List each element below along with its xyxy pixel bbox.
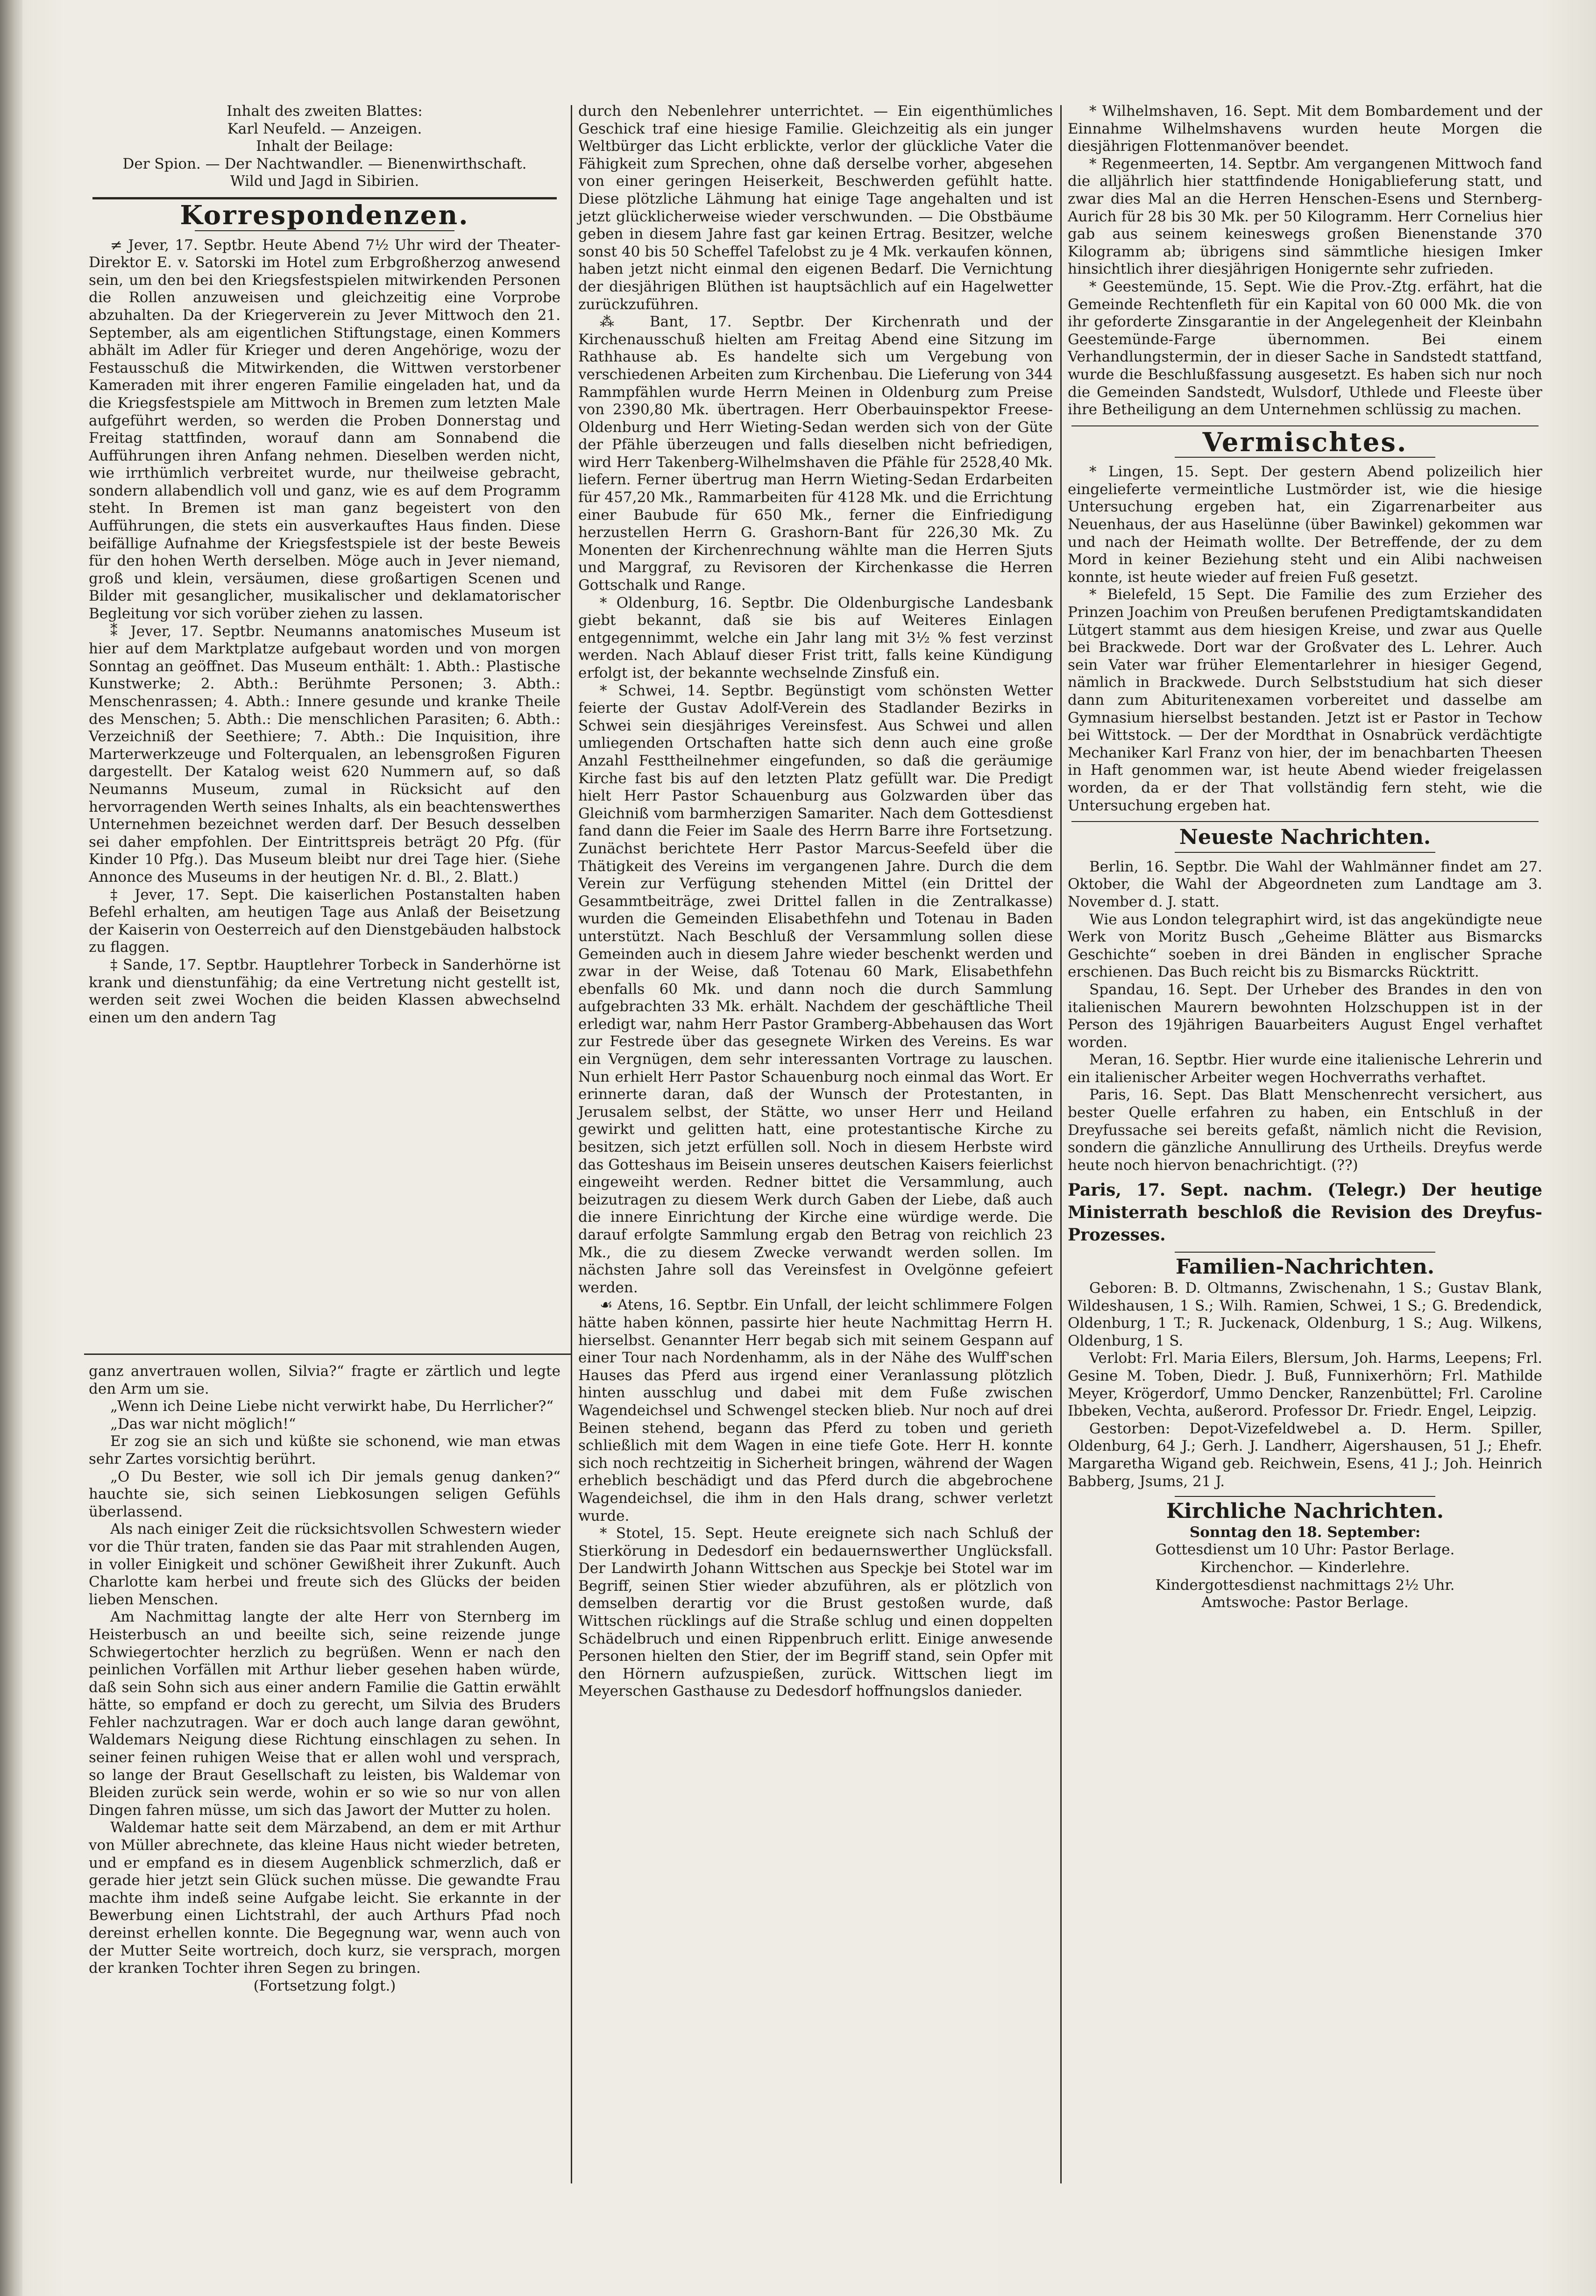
column-rule-1 (571, 105, 572, 2183)
section-rule (92, 197, 557, 199)
korrespondenzen-heading: Korrespondenzen. (180, 199, 469, 231)
section-rule (1071, 821, 1539, 822)
vermischtes-heading: Vermischtes. (1202, 426, 1408, 458)
kirchliche-heading: Kirchliche Nachrichten. (1166, 1499, 1444, 1524)
familien-heading: Familien-Nachrichten. (1175, 1255, 1435, 1279)
heading-rule (1175, 852, 1436, 853)
inhalt-line: Inhalt der Beilage: (256, 138, 393, 155)
article: ‡ Jever, 17. Sept. Die kaiserlichen Postanstalten haben Befehl erhalten, am heutigen Tage aus Anlaß der Beisetzung der Kaiserin von Oesterreich auf den Dienstgebäuden halbstock zu flaggen. (89, 886, 560, 956)
novel-paragraph: „O Du Bester, wie soll ich Dir jemals genug danken?“ hauchte sie, sich seinen Liebkosungen seligen Gefühls überlassend. (89, 1468, 560, 1520)
page-binding-edge (0, 0, 22, 2296)
inhalt-line: Karl Neufeld. — Anzeigen. (227, 120, 422, 137)
section-rule (1175, 1496, 1436, 1497)
feuilleton-rule (84, 1354, 571, 1355)
novel-paragraph: Als nach einiger Zeit die rücksichtsvollen Schwestern wieder vor die Thür traten, fanden sie das Paar mit strahlenden Augen, in voller Einigkeit und schöner Gewißheit ihrer Zukunft. Auch Charlotte kam herbei und freute sich des Glücks der beiden lieben Menschen. (89, 1521, 560, 1608)
article: ⁂ Bant, 17. Septbr. Der Kirchenrath und der Kirchenausschuß hielten am Freitag Abend eine Sitzung im Rathhause ab. Es handelte sich um Vergebung von verschiedenen Arbeiten zum Kirchenbau. Die Lieferung von 344 Rammpfählen wurde Herrn Meinen in Oldenburg zum Preise von 2390,80 Mk. übertragen. Herr Oberbauinspektor Freese-Oldenburg und Herr Wieting-Sedan werden sich von der Güte der Pfähle überzeugen und falls dieselben nicht befriedigen, wird Herr Takenberg-Wilhelmshaven die Pfähle für 2528,40 Mk. liefern. Ferner übertrug man Herrn Wieting-Sedan Erdarbeiten für 457,20 Mk., Rammarbeiten für 4128 Mk. und die Errichtung einer Baubude für 650 Mk., ferner die Einfriedigung herzustellen Herrn G. Grashorn-Bant für 226,30 Mk. Zu Monenten der Kirchenrechnung wählte man die Herren Sjuts und Marggraf, zu Revisoren der Kirchenkasse die Herren Gottschalk und Range. (578, 313, 1053, 594)
article: * Stotel, 15. Sept. Heute ereignete sich nach Schluß der Stierkörung in Dedesdorf ein bedauernswerther Unglücksfall. Der Landwirth Johann Wittschen aus Speckje bei Stotel war im Begriff, seinen Stier wieder abzuführen, als er plötzlich von demselben derartig vor die Brust gestoßen wurde, daß Wittschen rücklings auf die Straße schlug und einen doppelten Schädelbruch und einen Rippenbruch erlitt. Einige anwesende Personen hielten den Stier, der im Begriff stand, sein Opfer mit den Hörnern aufzuspießen, zurück. Wittschen liegt im Meyerschen Gasthause zu Dedesdorf hoffnungslos danieder. (578, 1525, 1053, 1700)
column-rule-2 (1060, 105, 1062, 2183)
inhalt-line: Der Spion. — Der Nachtwandler. — Bienenwirthschaft. (122, 155, 527, 172)
section-rule (1175, 1252, 1436, 1253)
inhalt-line: Wild und Jagd in Sibirien. (230, 173, 419, 190)
article: ☙ Atens, 16. Septbr. Ein Unfall, der leicht schlimmere Folgen hätte haben können, passirte hier heute Nachmittag Herrn H. hierselbst. Genannter Herr begab sich mit seinem Gespann auf einer Tour nach Nordenhamm, als in der Nähe des Wulff'schen Hauses das Pferd aus irgend einer Veranlassung plötzlich hinten ausschlug und dabei mit dem Fuße zwischen Wagendeichsel und Schwengel stecken blieb. Nur noch auf drei Beinen stehend, begann das Pferd zu toben und gerieth schließlich mit dem Wagen in eine tiefe Gote. Herr H. konnte sich noch rechtzeitig in Sicherheit bringen, während der Wagen erheblich beschädigt und das Pferd durch die abgebrochene Wagendeichsel, die ihm in den Hals drang, schwer verletzt wurde. (578, 1297, 1053, 1524)
news-item: Wie aus London telegraphirt wird, ist das angekündigte neue Werk von Moritz Busch „Geheime Blätter aus Bismarcks Geschichte“ soeben in drei Bänden in englischer Sprache erschienen. Das Buch reicht bis zu Bismarcks Rücktritt. (1068, 911, 1542, 981)
family-notice: Verlobt: Frl. Maria Eilers, Blersum, Joh. Harms, Leepens; Frl. Gesine M. Toben, Diedr. J. Buß, Funnixerhörn; Frl. Mathilde Meyer, Krögerdorf, Ummo Dencker, Ranzenbüttel; Frl. Caroline Ibbeken, Vechta, außerord. Professor Dr. Friedr. Engel, Leipzig. (1068, 1350, 1542, 1420)
column-left (89, 103, 560, 1027)
article: ≠ Jever, 17. Septbr. Heute Abend 7½ Uhr wird der Theater-Direktor E. v. Satorski im Hotel zum Erbgroßherzog anwesend sein, um den bei den Kriegsfestspielen mitwirkenden Personen die Rollen anzuweisen und gleichzeitig eine Vorprobe abzuhalten. Da der Kriegerverein zu Jever Mittwoch den 21. September, als am eigentlichen Stiftungstage, einen Kommers abhält im Adler für Krieger und deren Angehörige, wozu der Festausschuß die Mitwirkenden, die Wittwen verstorbener Kameraden mit ihrer engeren Familie eingeladen hat, und da die Kriegsfestspiele am Mittwoch in Bremen zum letzten Male aufgeführt werden, so werden die Proben Donnerstag und Freitag stattfinden, worauf dann am Sonnabend die Aufführungen ihren Anfang nehmen. Dieselben werden nicht, wie irrthümlich verbreitet wurde, nur theilweise gebracht, sondern allabendlich voll und ganz, wie es auf dem Programm steht. In Bremen ist man ganz begeistert von den Aufführungen, die stets ein ausverkauftes Haus finden. Diese beifällige Aufnahme der Kriegsfestspiele ist der beste Beweis für den hohen Werth derselben. Möge auch in Jever niemand, groß und klein, versäumen, diese großartigen Scenen und Bilder mit gesanglicher, musikalischer und deklamatorischer Begleitung vor sich vorüber ziehen zu lassen. (89, 236, 560, 623)
novel-paragraph: Am Nachmittag langte der alte Herr von Sternberg im Heisterbusch an und beeilte sich, seine reizende junge Schwiegertochter herzlich zu begrüßen. Wenn er nach den peinlichen Vorfällen mit Arthur lieber gesehen haben würde, daß sein Sohn sich aus einer andern Familie die Gattin erwählt hätte, so empfand er doch zu gerecht, um Silvia des Bruders Fehler nachzutragen. War er doch auch lange daran gewöhnt, Waldemars Neigung diese Richtung einschlagen zu sehen. In seiner feinen ruhigen Weise that er allen wohl und versprach, so lange der Braut Gesellschaft zu leisten, bis Waldemar von Bleiden zurück sein werde, wohin er so wie so nur von allen Dingen fahren müsse, um sich das Jawort der Mutter zu holen. (89, 1609, 560, 1819)
article: * Bielefeld, 15 Sept. Die Familie des zum Erzieher des Prinzen Joachim von Preußen berufenen Predigtamtskandidaten Lütgert stammt aus dem hiesigen Kreise, und zwar aus Quelle bei Brackwede. Dort war der Großvater des L. Lehrer. Auch sein Vater war früher Elementarlehrer in hiesiger Gegend, nämlich in Brackwede. Durch Selbststudium hat sich dieser dann zum Abituritenexamen vorbereitet und dasselbe am Gymnasium hierselbst bestanden. Jetzt ist er Pastor in Techow bei Wittstock. — Der der Mordthat in Osnabrück verdächtigte Mechaniker Karl Franz von hier, der im benachbarten Theesen in Haft genommen war, ist heute Abend wieder freigelassen worden, da er der That vollständig fern steht, wie die Untersuchung ergeben hat. (1068, 586, 1542, 814)
neueste-heading: Neueste Nachrichten. (1179, 825, 1431, 850)
feuilleton (89, 1363, 560, 1995)
article: * Wilhelmshaven, 16. Sept. Mit dem Bombardement und der Einnahme Wilhelmshavens wurden heute Morgen die diesjährigen Flottenmanöver beendet. (1068, 103, 1542, 155)
church-line: Kindergottesdienst nachmittags 2½ Uhr. (1155, 1576, 1455, 1594)
family-notice: Gestorben: Depot-Vizefeldwebel a. D. Herm. Spiller, Oldenburg, 64 J.; Gerh. J. Landherr, Aigershausen, 51 J.; Ehefr. Margaretha Wigand geb. Reichwein, Esens, 41 J.; Joh. Heinrich Babberg, Jsums, 21 J. (1068, 1420, 1542, 1490)
article: ‡ Sande, 17. Septbr. Hauptlehrer Torbeck in Sanderhörne ist krank und dienstunfähig; da eine Vertretung nicht gestellt ist, werden seit zwei Wochen die beiden Klassen abwechselnd einen um den andern Tag (89, 956, 560, 1026)
church-line: Kirchenchor. — Kinderlehre. (1200, 1559, 1410, 1576)
news-item: Spandau, 16. Sept. Der Urheber des Brandes in den von italienischen Maurern bewohnten Holzschuppen ist in der Person des 19jährigen Bauarbeiters August Engel verhaftet worden. (1068, 981, 1542, 1051)
inhalt-block (89, 103, 560, 191)
article: * Lingen, 15. Sept. Der gestern Abend polizeilich hier eingelieferte vermeintliche Lustmörder ist, wie die hiesige Untersuchung ergeben hat, ein Zigarrenarbeiter aus Neuenhaus, der aus Haselünne (über Bawinkel) gekommen war und nach der Heimath wollte. Der Betreffende, der zu dem Mord in keiner Beziehung steht und ein Alibi nachweisen konnte, ist heute wieder auf freien Fuß gesetzt. (1068, 463, 1542, 586)
news-item: Meran, 16. Septbr. Hier wurde eine italienische Lehrerin und ein italienischer Arbeiter wegen Hochverraths verhaftet. (1068, 1051, 1542, 1086)
section-rule (1071, 425, 1539, 426)
family-notice: Geboren: B. D. Oltmanns, Zwischenahn, 1 S.; Gustav Blank, Wildeshausen, 1 S.; Wilh. Ramien, Schwei, 1 S.; G. Bredendick, Oldenburg, 1 T.; R. Juckenack, Oldenburg, 1 S.; Aug. Wilkens, Oldenburg, 1 S. (1068, 1280, 1542, 1349)
novel-paragraph: „Das war nicht möglich!“ (110, 1415, 296, 1432)
news-item: Berlin, 16. Septbr. Die Wahl der Wahlmänner findet am 27. Oktober, die Wahl der Abgeordneten zum Landtage am 3. November d. J. statt. (1068, 858, 1542, 910)
article: * Geestemünde, 15. Sept. Wie die Prov.-Ztg. erfährt, hat die Gemeinde Rechtenfleth für ein Kapital von 60 000 Mk. die von ihr geforderte Zinsgarantie in der Angelegenheit der Kleinbahn Geestemünde-Farge übernommen. Bei einem Verhandlungstermin, der in dieser Sache in Sandstedt stattfand, wurde die Beschlußfassung ausgesetzt. Es haben sich nur noch die Gemeinden Sandstedt, Wulsdorf, Uthlede und Fleeste über ihre Betheiligung an dem Unternehmen schlüssig zu machen. (1068, 278, 1542, 418)
novel-paragraph: Er zog sie an sich und küßte sie schonend, wie man etwas sehr Zartes vorsichtig berührt. (89, 1433, 560, 1467)
telegramm: Paris, 17. Sept. nachm. (Telegr.) Der heutige Ministerrath beschloß die Revision des Dreyfus-Prozesses. (1068, 1180, 1542, 1245)
column-middle (578, 103, 1053, 1701)
column-right (1068, 103, 1542, 1612)
novel-paragraph: ganz anvertrauen wollen, Silvia?“ fragte er zärtlich und legte den Arm um sie. (89, 1363, 560, 1397)
church-line: Gottesdienst um 10 Uhr: Pastor Berlage. (1155, 1541, 1455, 1559)
fortsetzung-note: (Fortsetzung folgt.) (253, 1977, 396, 1994)
article: * Schwei, 14. Septbr. Begünstigt vom schönsten Wetter feierte der Gustav Adolf-Verein des Stadlander Bezirks in Schwei sein diesjähriges Vereinsfest. Aus Schwei und allen umliegenden Ortschaften hatte sich denn auch eine große Anzahl Festtheilnehmer eingefunden, so daß die geräumige Kirche fast bis auf den letzten Platz gefüllt war. Die Predigt hielt Herr Pastor Schauenburg aus Golzwarden über das Gleichniß vom barmherzigen Samariter. Nach dem Gottesdienst fand dann die Feier im Saale des Herrn Barre ihre Fortsetzung. Zunächst berichtete Herr Pastor Marcus-Seefeld über die Thätigkeit des Vereins im vergangenen Jahre. Durch die dem Verein zur Verfügung stehenden Mittel (ein Drittel der Gesammtbeiträge, zwei Drittel fallen in die Zentralkasse) wurden die Gemeinden Elisabethfehn und Totenau in Baden unterstützt. Nach Beschluß der Versammlung sollen diese Gemeinden auch in diesem Jahre wieder beschenkt werden und zwar in der Weise, daß Totenau 60 Mark, Elisabethfehn ebenfalls 60 Mk. und dann noch die durch Sammlung aufgebrachten 33 Mk. erhält. Nachdem der geschäftliche Theil erledigt war, nahm Herr Pastor Gramberg-Abbehausen das Wort zur Festrede über das gesegnete Wirken des Vereins. Es war ein Vergnügen, dem sehr interessanten Vortrage zu lauschen. Nun erhielt Herr Pastor Schauenburg noch einmal das Wort. Er erinnerte daran, daß der Wunsch der Protestanten, in Jerusalem selbst, der Stätte, wo unser Herr und Heiland gewirkt und gelitten hatt, eine protestantische Kirche zu besitzen, sich jetzt erfüllen soll. Noch in diesem Herbste wird das Gotteshaus im Beisein unseres deutschen Kaisers feierlichst eingeweiht werden. Redner bittet die Versammlung, auch beizutragen zu diesem Werk durch Gaben der Liebe, daß auch die innere Einrichtung der Kirche eine würdige werde. Die darauf erfolgte Sammlung ergab den Betrag von reichlich 23 Mk., die zu diesem Zwecke verwandt werden sollen. Im nächsten Jahre soll das Vereinsfest in Ovelgönne gefeiert werden. (578, 682, 1053, 1296)
church-line: Amtswoche: Pastor Berlage. (1201, 1594, 1409, 1611)
article: * Regenmeerten, 14. Septbr. Am vergangenen Mittwoch fand die alljährlich hier stattfindende Honigablieferung statt, und zwar dies Mal an die Herren Henschen-Esens und Sternberg-Aurich für 28 bis 30 Mk. per 50 Kilogramm. Herr Cornelius hier gab aus seinem keineswegs großen Bienenstande 370 Kilogramm ab; übrigens sind sämmtliche hiesigen Imker hinsichtlich ihrer diesjährigen Honigernte sehr zufrieden. (1068, 155, 1542, 278)
article: durch den Nebenlehrer unterrichtet. — Ein eigenthümliches Geschick traf eine hiesige Familie. Gleichzeitig als ein junger Weltbürger das Licht erblickte, verlor der glückliche Vater die Fähigkeit zum Sprechen, ohne daß derselbe vorher, abgesehen von einer geringen Heiserkeit, Beschwerden gefühlt hatte. Diese plötzliche Lähmung hat einige Tage angehalten und ist jetzt glücklicherweise wieder verschwunden. — Die Obstbäume geben in diesem Jahre fast gar keinen Ertrag. Besitzer, welche sonst 40 bis 50 Scheffel Tafelobst zu je 4 Mk. verkaufen können, haben jetzt nicht einmal den eigenen Bedarf. Die Vernichtung der diesjährigen Blüthen ist hauptsächlich auf ein Hagelwetter zurückzuführen. (578, 103, 1053, 313)
news-item: Paris, 16. Sept. Das Blatt Menschenrecht versichert, aus bester Quelle erfahren zu haben, ein Entschluß in der Dreyfussache sei bereits gefaßt, nämlich nicht die Revision, sondern die gänzliche Annullirung des Urtheils. Dreyfus werde heute noch hiervon benachrichtigt. (??) (1068, 1086, 1542, 1174)
article: * Oldenburg, 16. Septbr. Die Oldenburgische Landesbank giebt bekannt, daß sie bis auf Weiteres Einlagen entgegennimmt, welche ein Jahr lang mit 3½ % fest verzinst werden. Nach Ablauf dieser Frist tritt, falls keine Kündigung erfolgt ist, der bekannte wechselnde Zinsfuß ein. (578, 594, 1053, 681)
inhalt-line: Inhalt des zweiten Blattes: (227, 103, 423, 120)
article: ⁑ Jever, 17. Septbr. Neumanns anatomisches Museum ist hier auf dem Marktplatze aufgebaut worden und von morgen Sonntag an geöffnet. Das Museum enthält: 1. Abth.: Plastische Kunstwerke; 2. Abth.: Berühmte Personen; 3. Abth.: Menschenrassen; 4. Abth.: Innere gesunde und kranke Theile des Menschen; 5. Abth.: Die menschlichen Parasiten; 6. Abth.: Verzeichniß der Seethiere; 7. Abth.: Die Inquisition, ihre Marterwerkzeuge und Folterqualen, an lebensgroßen Figuren dargestellt. Der Katalog weist 620 Nummern auf, so daß Neumanns Museum, zumal in Rücksicht auf den hervorragenden Werth seines Inhalts, als ein beachtenswerthes Unternehmen bezeichnet werden darf. Der Besuch desselben sei daher empfohlen. Der Eintrittspreis beträgt 20 Pfg. (für Kinder 10 Pfg.). Das Museum bleibt nur drei Tage hier. (Siehe Annonce des Museums in der heutigen Nr. d. Bl., 2. Blatt.) (89, 623, 560, 886)
kirchliche-date: Sonntag den 18. September: (1189, 1524, 1421, 1541)
novel-paragraph: „Wenn ich Deine Liebe nicht verwirkt habe, Du Herrlicher?“ (110, 1398, 554, 1415)
novel-paragraph: Waldemar hatte seit dem Märzabend, an dem er mit Arthur von Müller abrechnete, das kleine Haus nicht wieder betreten, und er empfand es in diesem Augenblick schmerzlich, daß er gerade hier jetzt sein Glück suchen müsse. Die gewandte Frau machte ihm indeß seine Aufgabe leicht. Sie erkannte in der Bewerbung einen Lichtstrahl, der auch Arthurs Pfad noch dereinst erhellen konnte. Die Begegnung war, wenn auch von der Mutter Seite wortreich, doch kurz, sie versprach, morgen der kranken Tochter ihren Segen zu bringen. (89, 1819, 560, 1977)
